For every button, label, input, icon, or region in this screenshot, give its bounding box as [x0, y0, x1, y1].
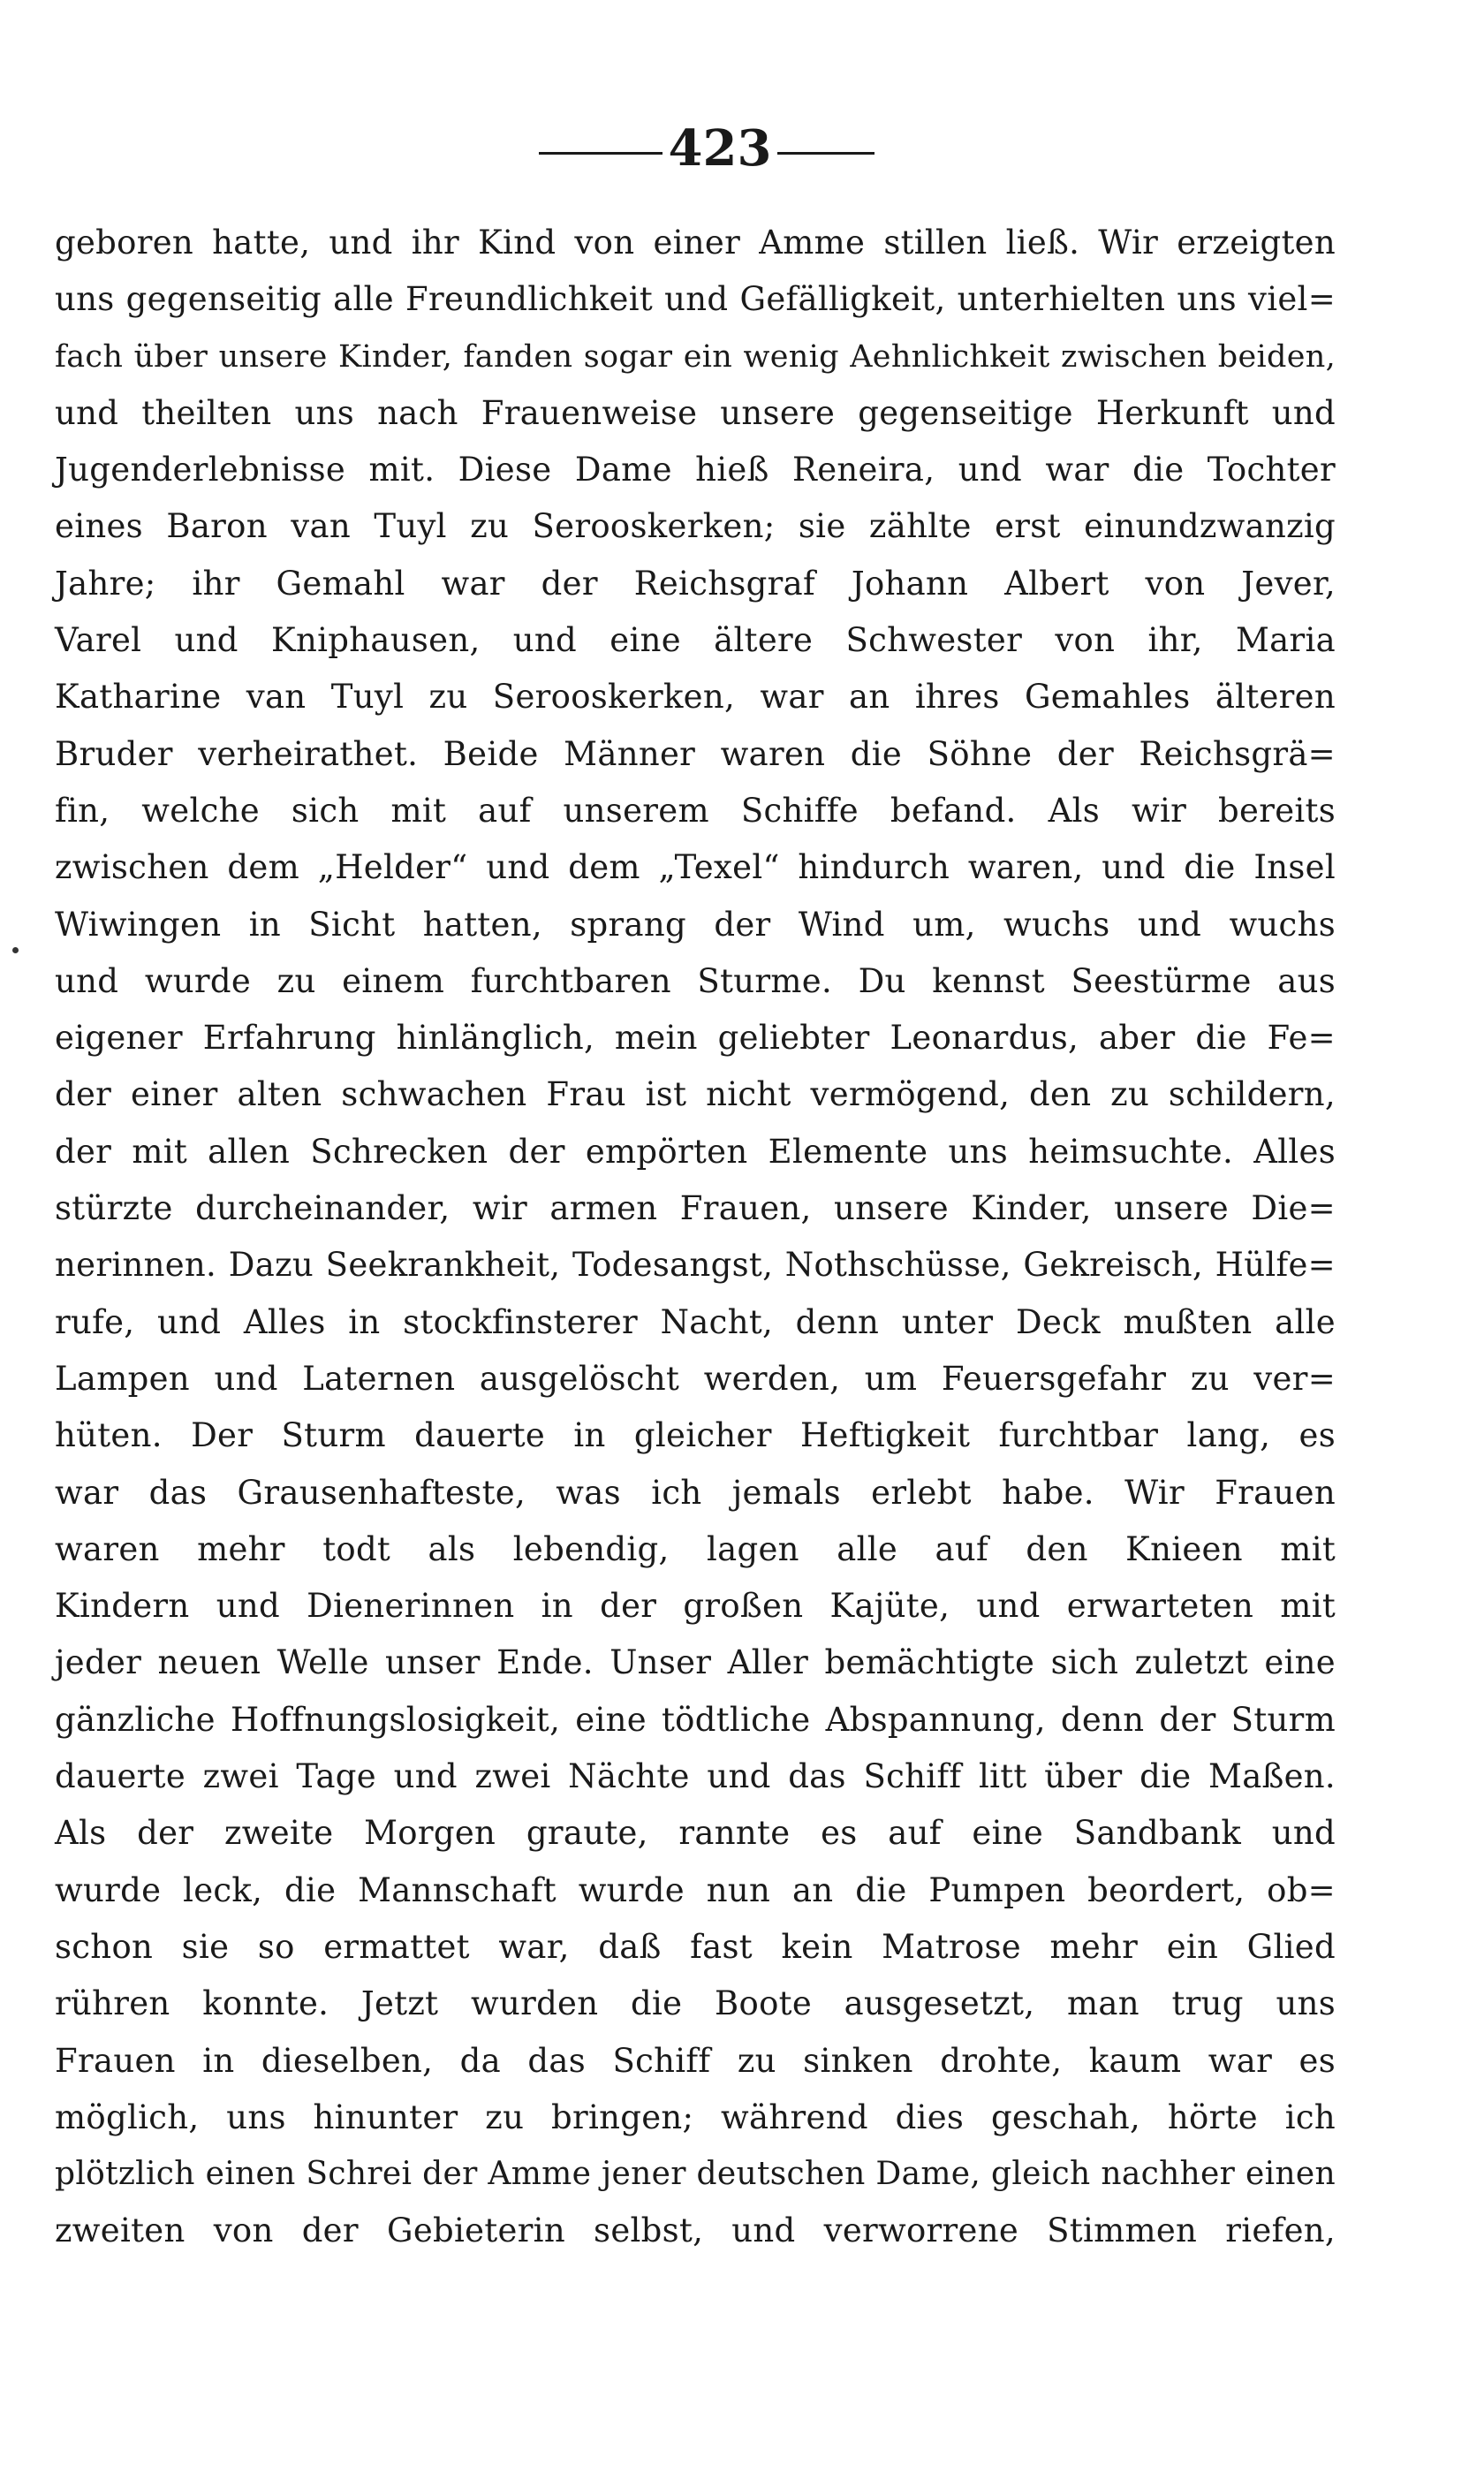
- text-line: plötzlich einen Schrei der Amme jener deutschen Dame, gleich nachher einen: [55, 2156, 1336, 2193]
- text-line: fin, welche sich mit auf unserem Schiffe befand. Als wir bereits: [55, 791, 1336, 830]
- text-line: fach über unsere Kinder, fanden sogar ein wenig Aehnlichkeit zwischen beiden,: [55, 338, 1336, 375]
- text-line: rühren konnte. Jetzt wurden die Boote ausgesetzt, man trug uns: [55, 1984, 1336, 2023]
- margin-mark: [12, 947, 19, 953]
- body-text: [55, 215, 1336, 2260]
- text-line: hüten. Der Sturm dauerte in gleicher Heftigkeit furchtbar lang, es: [55, 1416, 1336, 1455]
- text-line: Jugenderlebnisse mit. Diese Dame hieß Reneira, und war die Tochter: [55, 451, 1336, 489]
- text-line: Lampen und Laternen ausgelöscht werden, um Feuersgefahr zu ver=: [55, 1359, 1336, 1398]
- text-line: eines Baron van Tuyl zu Serooskerken; sie zählte erst einundzwanzig: [55, 507, 1336, 546]
- text-line: Varel und Kniphausen, und eine ältere Schwester von ihr, Maria: [55, 621, 1336, 660]
- text-line: waren mehr todt als lebendig, lagen alle auf den Knieen mit: [55, 1529, 1336, 1568]
- text-line: gänzliche Hoffnungslosigkeit, eine tödtliche Abspannung, denn der Sturm: [55, 1700, 1336, 1739]
- text-line: schon sie so ermattet war, daß fast kein Matrose mehr ein Glied: [55, 1927, 1336, 1966]
- header-rule-left: [539, 152, 662, 155]
- text-line: Katharine van Tuyl zu Serooskerken, war an ihres Gemahles älteren: [55, 678, 1336, 717]
- text-line: möglich, uns hinunter zu bringen; während dies geschah, hörte ich: [55, 2097, 1336, 2136]
- text-line: Als der zweite Morgen graute, rannte es auf eine Sandbank und: [55, 1814, 1336, 1853]
- text-line: war das Grausenhafteste, was ich jemals erlebt habe. Wir Frauen: [55, 1473, 1336, 1512]
- text-line: stürzte durcheinander, wir armen Frauen, unsere Kinder, unsere Die=: [55, 1189, 1336, 1228]
- text-line: Frauen in dieselben, da das Schiff zu sinken drohte, kaum war es: [55, 2041, 1336, 2080]
- text-line: Jahre; ihr Gemahl war der Reichsgraf Johann Albert von Jever,: [55, 564, 1336, 603]
- text-line: dauerte zwei Tage und zwei Nächte und das Schiff litt über die Maßen.: [55, 1757, 1336, 1796]
- text-line: und theilten uns nach Frauenweise unsere gegenseitige Herkunft und: [55, 393, 1336, 432]
- text-line: nerinnen. Dazu Seekrankheit, Todesangst, Nothschüsse, Gekreisch, Hülfe=: [55, 1246, 1336, 1285]
- header-rule-right: [777, 152, 874, 155]
- text-line: jeder neuen Welle unser Ende. Unser Aller bemächtigte sich zuletzt eine: [55, 1643, 1336, 1682]
- text-line: und wurde zu einem furchtbaren Sturme. Du kennst Seestürme aus: [55, 961, 1336, 1000]
- text-line: uns gegenseitig alle Freundlichkeit und Gefälligkeit, unterhielten uns viel=: [55, 280, 1336, 319]
- text-line: zweiten von der Gebieterin selbst, und verworrene Stimmen riefen,: [55, 2211, 1336, 2250]
- text-line: Wiwingen in Sicht hatten, sprang der Wind um, wuchs und wuchs: [55, 905, 1336, 944]
- text-line: geboren hatte, und ihr Kind von einer Amme stillen ließ. Wir erzeigten: [55, 224, 1336, 262]
- text-line: Bruder verheirathet. Beide Männer waren die Söhne der Reichsgrä=: [55, 734, 1336, 773]
- text-line: eigener Erfahrung hinlänglich, mein geliebter Leonardus, aber die Fe=: [55, 1019, 1336, 1058]
- text-line: rufe, und Alles in stockfinsterer Nacht, denn unter Deck mußten alle: [55, 1302, 1336, 1341]
- page-header: [0, 113, 1484, 184]
- text-line: Kindern und Dienerinnen in der großen Kajüte, und erwarteten mit: [55, 1587, 1336, 1626]
- text-line: wurde leck, die Mannschaft wurde nun an die Pumpen beordert, ob=: [55, 1870, 1336, 1909]
- text-line: zwischen dem „Helder“ und dem „Texel“ hindurch waren, und die Insel: [55, 848, 1336, 887]
- text-line: der mit allen Schrecken der empörten Elemente uns heimsuchte. Alles: [55, 1132, 1336, 1171]
- page-number: 423: [668, 119, 772, 178]
- text-line: der einer alten schwachen Frau ist nicht vermögend, den zu schildern,: [55, 1075, 1336, 1114]
